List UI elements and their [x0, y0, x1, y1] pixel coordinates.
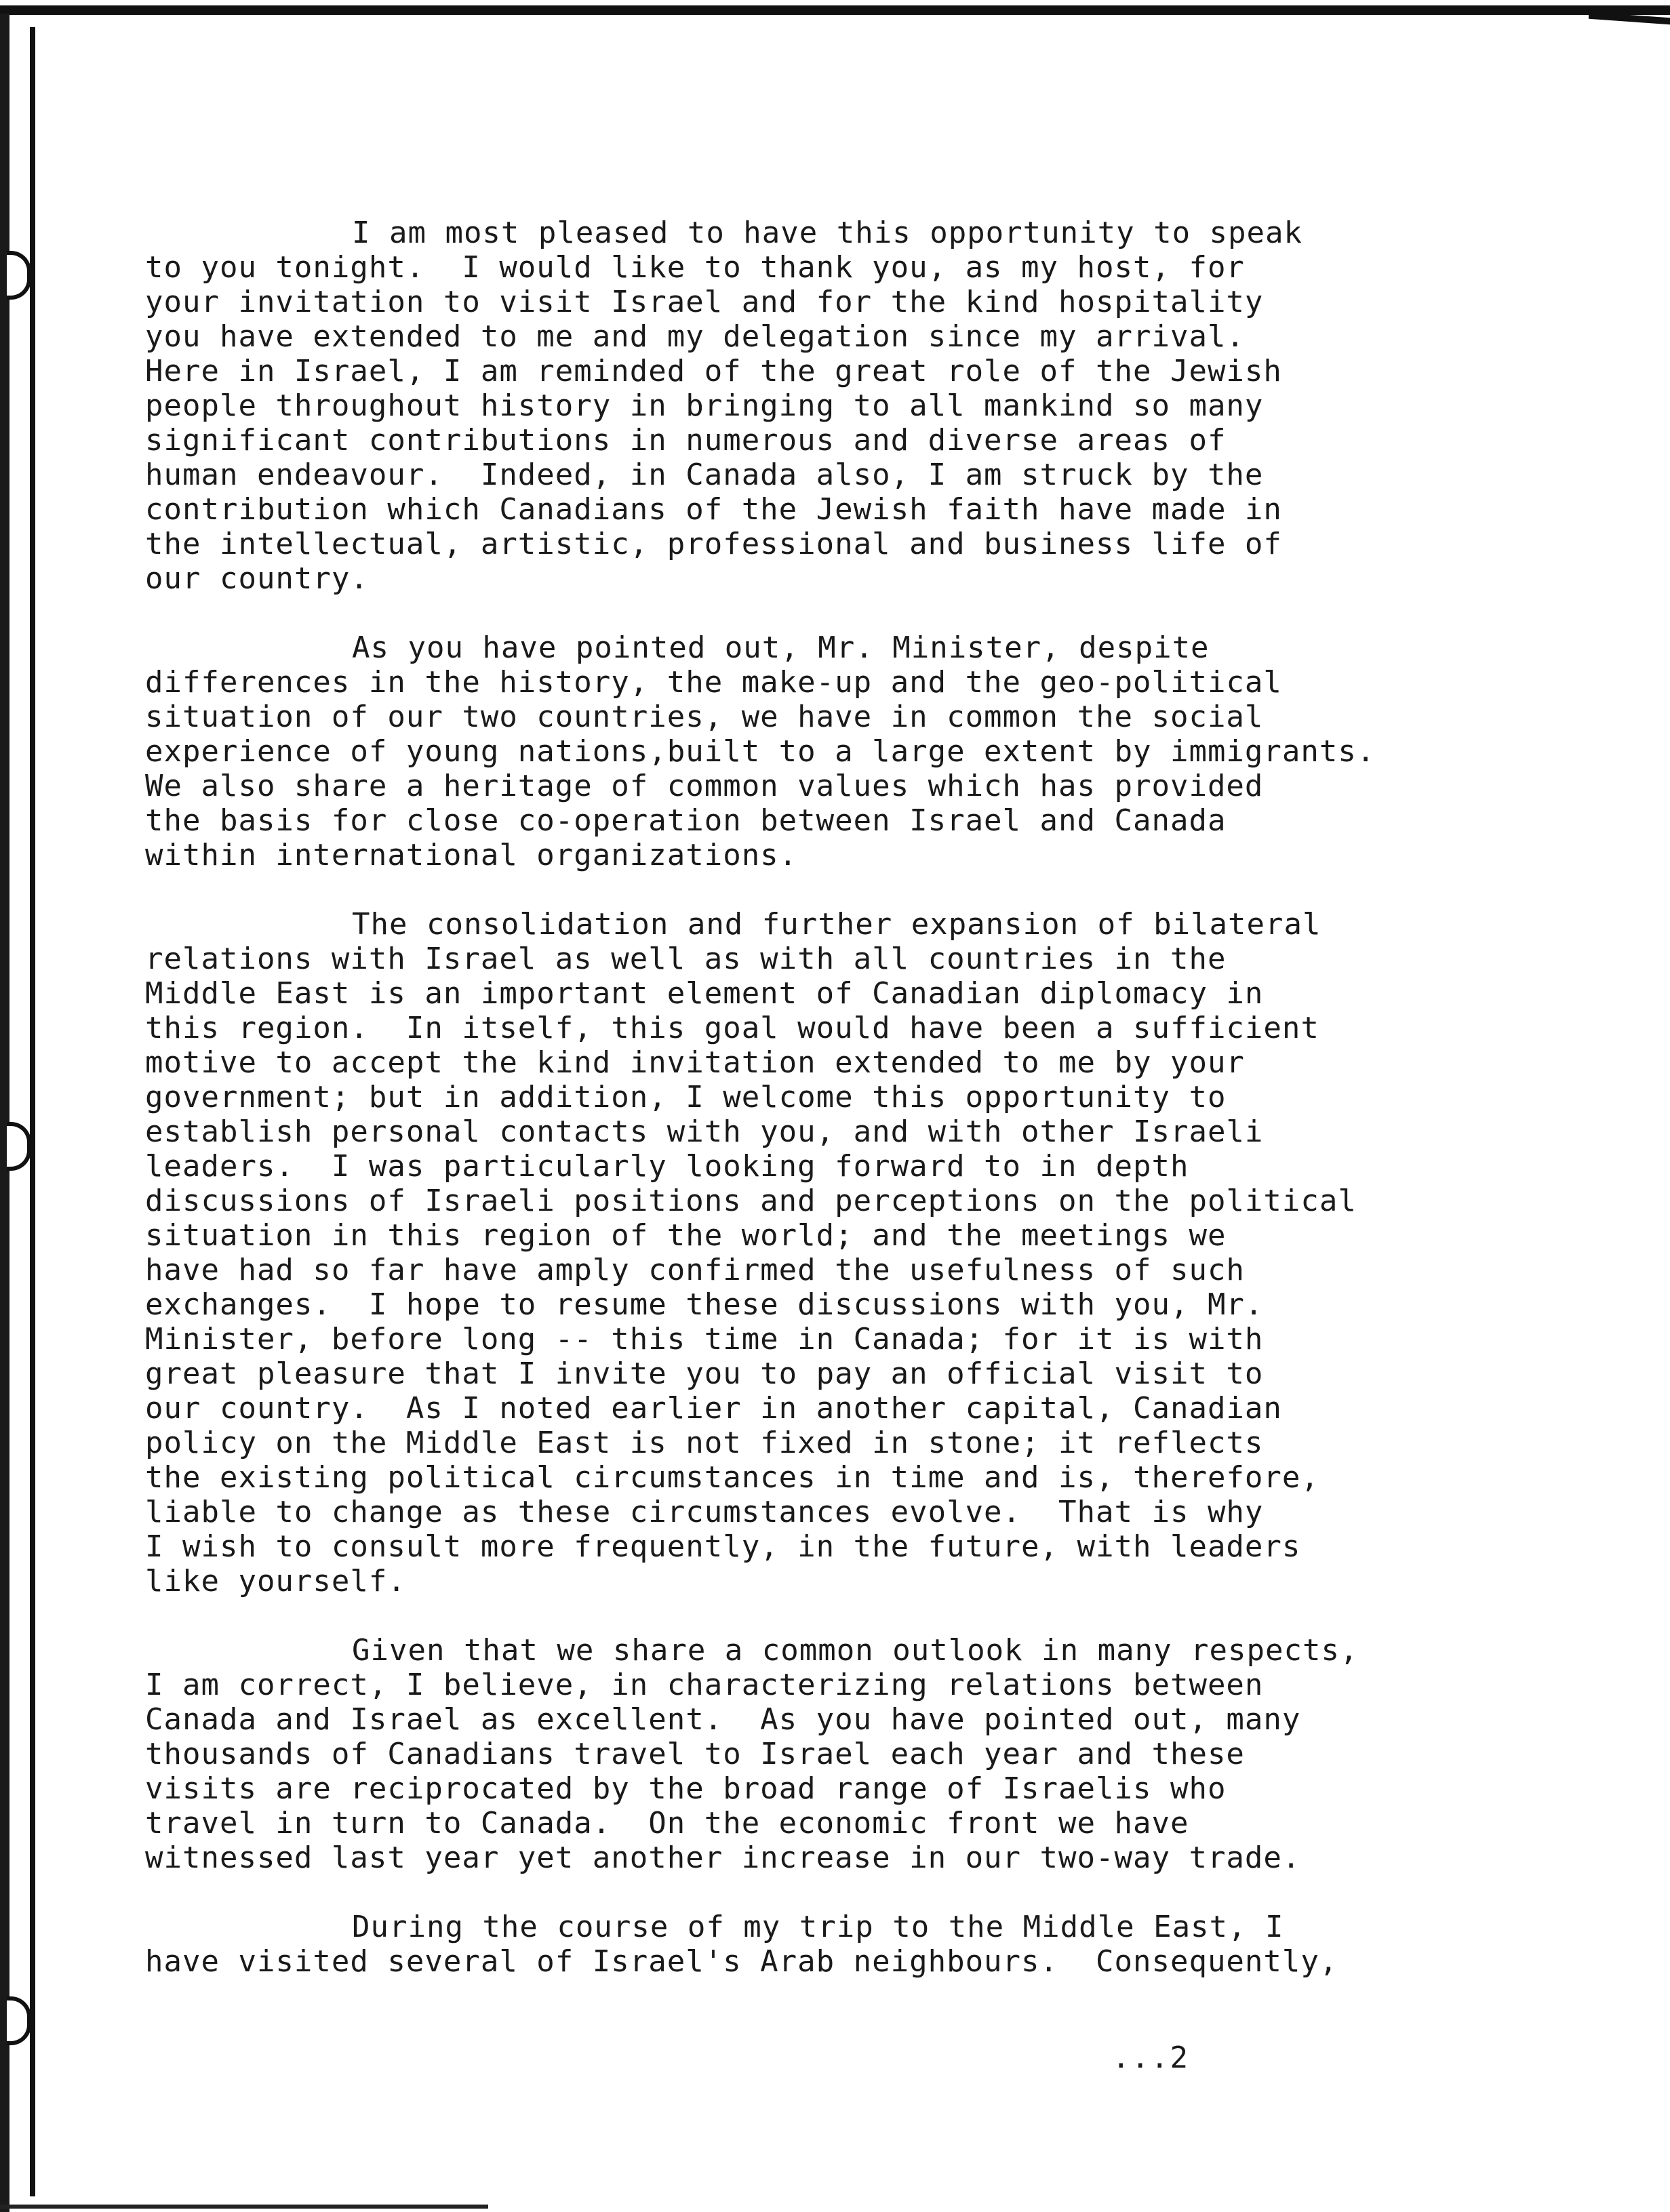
- paragraph-1: [145, 216, 1528, 596]
- text-line: Middle East is an important element of Canadian diplomacy in: [145, 976, 1264, 1011]
- text-line: like yourself.: [145, 1564, 406, 1598]
- text-line: I am correct, I believe, in characterizing relations between: [145, 1668, 1264, 1702]
- text-line: leaders. I was particularly looking forward to in depth: [145, 1149, 1189, 1184]
- paragraph-4: [145, 1633, 1528, 1875]
- text-line: As you have pointed out, Mr. Minister, despite: [352, 630, 1210, 665]
- speech-body: [145, 216, 1528, 2013]
- text-line: relations with Israel as well as with all countries in the: [145, 942, 1227, 976]
- text-line: visits are reciprocated by the broad range of Israelis who: [145, 1771, 1227, 1806]
- text-line: the existing political circumstances in time and is, therefore,: [145, 1460, 1319, 1495]
- text-line: Here in Israel, I am reminded of the great role of the Jewish: [145, 354, 1282, 388]
- text-line: our country. As I noted earlier in another capital, Canadian: [145, 1391, 1282, 1426]
- text-line: significant contributions in numerous and diverse areas of: [145, 423, 1227, 458]
- text-line: have had so far have amply confirmed the usefulness of such: [145, 1253, 1245, 1287]
- text-line: differences in the history, the make-up and the geo-political: [145, 665, 1282, 700]
- text-line: government; but in addition, I welcome this opportunity to: [145, 1080, 1227, 1114]
- text-line: great pleasure that I invite you to pay an official visit to: [145, 1356, 1264, 1391]
- text-line: situation in this region of the world; and the meetings we: [145, 1218, 1227, 1253]
- text-line: the intellectual, artistic, professional and business life of: [145, 527, 1282, 561]
- paragraph-5: [145, 1910, 1528, 1979]
- text-line: our country.: [145, 561, 369, 596]
- text-line: The consolidation and further expansion of bilateral: [352, 907, 1321, 942]
- text-line: your invitation to visit Israel and for the kind hospitality: [145, 285, 1264, 319]
- text-line: exchanges. I hope to resume these discussions with you, Mr.: [145, 1287, 1264, 1322]
- text-line: human endeavour. Indeed, in Canada also, I am struck by the: [145, 458, 1264, 492]
- text-line: Canada and Israel as excellent. As you have pointed out, many: [145, 1702, 1301, 1737]
- punch-hole-icon: [7, 1122, 31, 1171]
- scan-top-edge: [0, 5, 1670, 15]
- text-line: you have extended to me and my delegation since my arrival.: [145, 319, 1245, 354]
- text-line: witnessed last year yet another increase in our two-way trade.: [145, 1841, 1301, 1875]
- paragraph-2: [145, 630, 1528, 872]
- text-line: policy on the Middle East is not fixed in stone; it reflects: [145, 1426, 1264, 1460]
- text-line: establish personal contacts with you, and with other Israeli: [145, 1114, 1264, 1149]
- text-line: have visited several of Israel's Arab neighbours. Consequently,: [145, 1944, 1338, 1979]
- continuation-marker: ...2: [1112, 2040, 1189, 2075]
- scan-left-edge: [0, 14, 9, 2212]
- text-line: situation of our two countries, we have in common the social: [145, 700, 1264, 734]
- punch-hole-icon: [7, 1996, 31, 2045]
- text-line: liable to change as these circumstances evolve. That is why: [145, 1495, 1264, 1529]
- punch-hole-icon: [7, 251, 31, 300]
- text-line: contribution which Canadians of the Jewish faith have made in: [145, 492, 1282, 527]
- text-line: We also share a heritage of common values which has provided: [145, 769, 1264, 803]
- text-line: discussions of Israeli positions and perceptions on the political: [145, 1184, 1357, 1218]
- text-line: to you tonight. I would like to thank you, as my host, for: [145, 250, 1245, 285]
- text-line: experience of young nations,built to a large extent by immigrants.: [145, 734, 1376, 769]
- text-line: thousands of Canadians travel to Israel each year and these: [145, 1737, 1245, 1771]
- text-line: During the course of my trip to the Middle East, I: [352, 1910, 1284, 1944]
- text-line: this region. In itself, this goal would have been a sufficient: [145, 1011, 1319, 1045]
- scan-left-rule: [30, 27, 35, 2196]
- paragraph-3: [145, 907, 1528, 1598]
- text-line: the basis for close co-operation between Israel and Canada: [145, 803, 1227, 838]
- text-line: within international organizations.: [145, 838, 798, 872]
- text-line: I wish to consult more frequently, in the future, with leaders: [145, 1529, 1301, 1564]
- scan-bottom-edge: [0, 2205, 488, 2209]
- text-line: people throughout history in bringing to all mankind so many: [145, 388, 1264, 423]
- text-line: travel in turn to Canada. On the economic front we have: [145, 1806, 1189, 1841]
- text-line: Minister, before long -- this time in Canada; for it is with: [145, 1322, 1264, 1356]
- text-line: Given that we share a common outlook in many respects,: [352, 1633, 1359, 1668]
- text-line: I am most pleased to have this opportunity to speak: [352, 216, 1303, 250]
- text-line: motive to accept the kind invitation extended to me by your: [145, 1045, 1245, 1080]
